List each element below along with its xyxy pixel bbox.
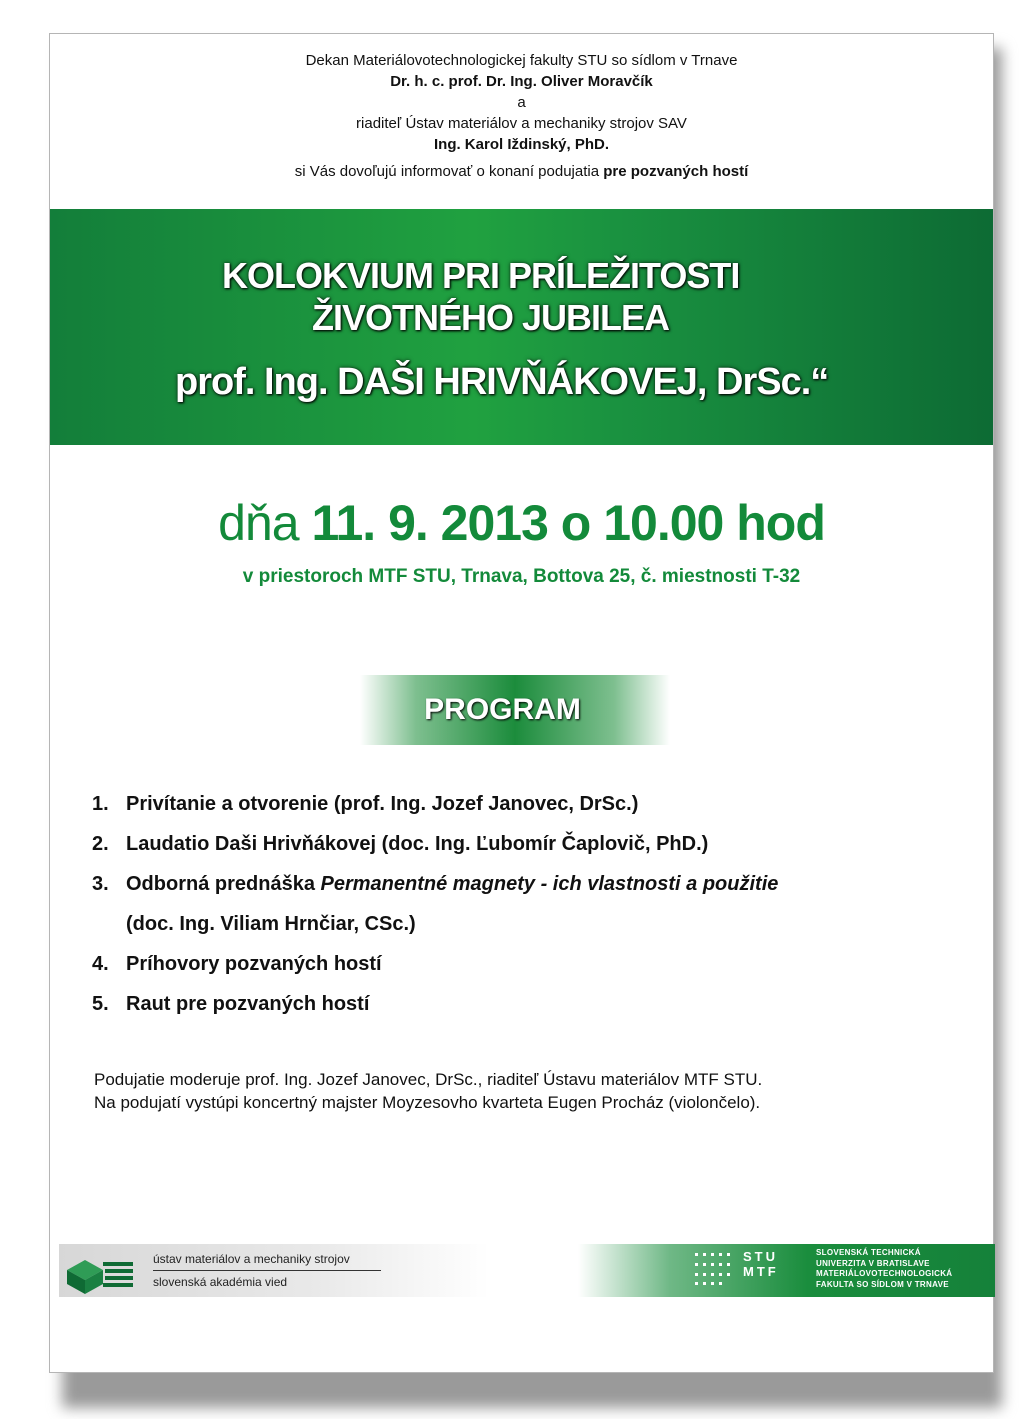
banner-title-line3: prof. Ing. DAŠI HRIVŇÁKOVEJ, DrSc.“	[175, 361, 829, 403]
note-line2: Na podujatí vystúpi koncertný majster Moyzesovho kvarteta Eugen Procház (violončelo).	[94, 1093, 761, 1112]
program-heading-box	[360, 675, 670, 745]
item-number: 4.	[92, 953, 109, 975]
uni-line3: MATERIÁLOVOTECHNOLOGICKÁ	[816, 1269, 953, 1278]
cube-logo-icon	[63, 1252, 139, 1296]
item-text: Príhovory pozvaných hostí	[126, 953, 382, 975]
date-value: 11. 9. 2013 o 10.00 hod	[311, 495, 825, 551]
conjunction: a	[517, 94, 526, 111]
event-venue: v priestoroch MTF STU, Trnava, Bottova 25, č. miestnosti T-32	[242, 566, 801, 587]
stu-mtf-logo-strip	[578, 1244, 995, 1297]
uni-line2: UNIVERZITA V BRATISLAVE	[816, 1258, 930, 1268]
item-number: 1.	[92, 793, 109, 815]
stu-dots-icon	[693, 1251, 735, 1287]
event-date	[50, 494, 993, 552]
lecture-title: Permanentné magnety - ich vlastnosti a použitie	[320, 873, 779, 895]
dean-name: Dr. h. c. prof. Dr. Ing. Oliver Moravčík	[390, 73, 653, 90]
item-number: 2.	[92, 833, 109, 855]
university-name	[816, 1248, 952, 1290]
moderator-note	[94, 1068, 762, 1114]
item-text-continued: (doc. Ing. Viliam Hrnčiar, CSc.)	[126, 913, 416, 935]
title-banner	[50, 209, 993, 445]
item-text: Privítanie a otvorenie (prof. Ing. Jozef Janovec, DrSc.)	[126, 793, 639, 815]
invitation-text: si Vás dovoľujú informovať o konaní podujatia	[294, 163, 604, 180]
program-heading: PROGRAM	[424, 693, 581, 726]
invitation-guests: pre pozvaných hostí	[603, 163, 749, 180]
stu-text: STU	[743, 1249, 778, 1264]
sav-logo-strip	[59, 1244, 489, 1297]
uni-line4: FAKULTA SO SÍDLOM V TRNAVE	[816, 1279, 949, 1289]
banner-title-line2: ŽIVOTNÉHO JUBILEA	[312, 297, 670, 338]
institute-name: ústav materiálov a mechaniky strojov	[153, 1252, 350, 1266]
stu-mtf-wordmark	[743, 1249, 779, 1279]
item-text-plain: Odborná prednáška	[126, 873, 321, 895]
dean-title: Dekan Materiálovotechnologickej fakulty STU so sídlom v Trnave	[305, 52, 738, 69]
invitation-poster	[49, 33, 994, 1373]
note-line1: Podujatie moderuje prof. Ing. Jozef Janovec, DrSc., riaditeľ Ústavu materiálov MTF STU.	[94, 1070, 763, 1089]
banner-title-line1: KOLOKVIUM PRI PRÍLEŽITOSTI	[222, 255, 740, 296]
divider	[153, 1270, 381, 1271]
uni-line1: SLOVENSKÁ TECHNICKÁ	[816, 1248, 921, 1257]
academy-name: slovenská akadémia vied	[153, 1275, 288, 1289]
item-number: 3.	[92, 873, 109, 895]
item-number: 5.	[92, 993, 109, 1015]
director-name: Ing. Karol Iždinský, PhD.	[433, 136, 610, 153]
director-title: riaditeľ Ústav materiálov a mechaniky strojov SAV	[356, 115, 687, 132]
invitation-line	[50, 161, 993, 182]
date-prefix: dňa	[218, 495, 312, 551]
item-text: Laudatio Daši Hrivňákovej (doc. Ing. Ľubomír Čaplovič, PhD.)	[126, 833, 709, 855]
header-block	[50, 50, 993, 182]
item-text	[126, 870, 778, 898]
mtf-text: MTF	[743, 1264, 779, 1279]
item-text: Raut pre pozvaných hostí	[126, 993, 370, 1015]
